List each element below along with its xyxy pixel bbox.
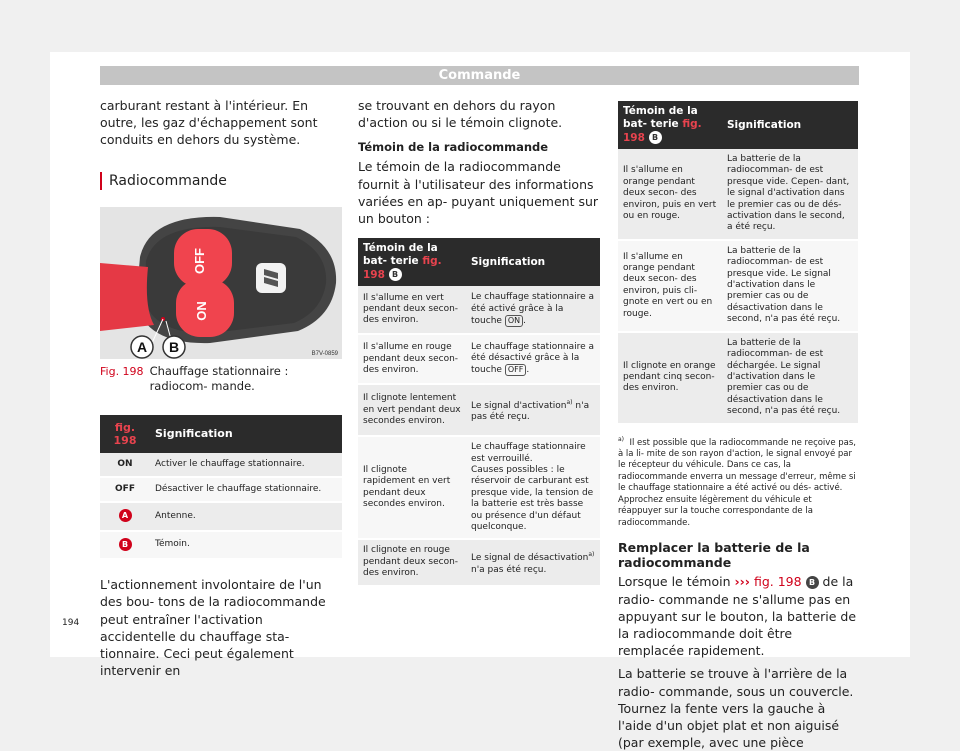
cell-meaning: Le chauffage stationnaire a été désactivé grâce à la touche OFF . bbox=[466, 334, 600, 384]
temoin-table-2 bbox=[618, 101, 858, 425]
key-on: ON bbox=[505, 315, 523, 327]
fig-ref: fig. 198 bbox=[363, 255, 442, 282]
cell-indicator: Il s'allume en orange pendant deux secon- des environ, puis en vert ou en rouge. bbox=[618, 149, 722, 240]
section-header: Commande bbox=[100, 66, 859, 85]
cell-indicator: Il clignote lentement en vert pendant deux secondes environ. bbox=[358, 384, 466, 436]
battery-paragraph-2: La batterie se trouve à l'arrière de la radio- commande, sous un couvercle. Tournez la fente vers la gauche à l'aide d'un objet plat et non aiguisé (par exemple, avec une pièce bbox=[618, 666, 854, 751]
table-row bbox=[100, 477, 342, 502]
column-middle bbox=[358, 97, 600, 587]
cell-meaning: La batterie de la radiocomman- de est déchargée. Le signal d'activation dans le premier cas ou de désactivation dans le second, n'a pas été reçu. bbox=[722, 332, 858, 424]
table-row bbox=[358, 539, 600, 585]
circle-b: B bbox=[389, 268, 402, 281]
arrows: ››› bbox=[734, 574, 750, 590]
circle-b: B bbox=[806, 576, 819, 589]
legend-header-fig: fig. 198 bbox=[100, 415, 150, 453]
temoin-paragraph: Le témoin de la radiocommande fournit à l'utilisateur des informations variées en ap- puyant uniquement sur un bouton : bbox=[358, 159, 599, 227]
caption-number: Fig. 198 bbox=[100, 364, 144, 378]
legend-value: Activer le chauffage stationnaire. bbox=[150, 453, 342, 477]
cell-meaning: Le chauffage stationnaire a été activé grâce à la touche ON . bbox=[466, 286, 600, 334]
caption-text: Chauffage stationnaire : radiocom- mande. bbox=[149, 363, 289, 393]
off-label: OFF bbox=[192, 247, 207, 274]
cell-indicator: Il s'allume en orange pendant deux secon- des environ, puis cli- gnote en vert ou en rouge. bbox=[618, 240, 722, 332]
table-row bbox=[618, 332, 858, 424]
legend-value: Témoin. bbox=[150, 531, 342, 559]
key-off: OFF bbox=[505, 364, 527, 376]
battery-paragraph-1: Lorsque le témoin ››› fig. 198 B de la radio- commande ne s'allume pas en appuyant sur le bouton, la batterie de la radiocommande doit être remplacée rapidement. bbox=[618, 574, 857, 659]
cell-indicator: Il clignote en rouge pendant deux secon- des environ. bbox=[358, 539, 466, 585]
footnote-ref: a) bbox=[588, 551, 595, 559]
legend-key-b: B bbox=[119, 538, 132, 551]
fig-ref: fig. 198 bbox=[753, 574, 802, 590]
subheading-temoin: Témoin de la radiocommande bbox=[358, 140, 549, 155]
figure-label-a: A bbox=[136, 338, 148, 355]
table-header-temoin: Témoin de la bat- terie fig. 198 B bbox=[358, 238, 466, 286]
circle-b: B bbox=[649, 131, 662, 144]
legend-header-signification: Signification bbox=[150, 415, 342, 453]
figure-label-b: B bbox=[168, 338, 180, 355]
cell-meaning: Le chauffage stationnaire est verrouillé. Causes possibles : le réservoir de carburant est presque vide, la tension de la batterie est très basse ou présence d'un défaut quelconque. bbox=[466, 436, 600, 539]
table-row bbox=[618, 149, 858, 240]
outro-text: L'actionnement involontaire de l'un des bou- tons de la radiocommande peut entraîner l'activation accidentelle du chauffage sta- tionnaire. Ceci peut également intervenir en bbox=[100, 577, 326, 679]
page-number: 194 bbox=[62, 618, 80, 628]
remote-illustration bbox=[100, 207, 342, 359]
column-left bbox=[100, 97, 342, 679]
legend-table bbox=[100, 415, 342, 561]
figure-ref-code: B7V-0859 bbox=[311, 350, 338, 357]
cell-indicator: Il s'allume en vert pendant deux secon- des environ. bbox=[358, 286, 466, 334]
legend-key-off: OFF bbox=[100, 477, 150, 502]
page bbox=[50, 52, 910, 751]
table-row bbox=[358, 334, 600, 384]
table-header-temoin: Témoin de la bat- terie fig. 198 B bbox=[618, 101, 722, 149]
fig-ref: fig. 198 bbox=[623, 118, 702, 144]
cell-meaning: La batterie de la radiocomman- de est presque vide. Le signal d'activation dans le premier cas ou de désactivation dans le second, n'a pas été reçu. bbox=[722, 240, 858, 332]
legend-value: Antenne. bbox=[150, 502, 342, 530]
on-label: ON bbox=[194, 300, 209, 321]
cell-meaning: Le signal d'activation$^{a)}$ n'a pas été reçu. bbox=[466, 384, 600, 436]
table-row bbox=[618, 240, 858, 332]
table-row bbox=[100, 453, 342, 477]
table-row bbox=[100, 502, 342, 530]
footnote-mark: a) bbox=[618, 435, 625, 443]
figure-caption bbox=[100, 364, 342, 394]
footnote: $^{a)}$ Il est possible que la radiocommande ne reçoive pas, à la li- mite de son rayon d'action, le signal envoyé par le récepteur du véhicule. Dans ce cas, la radiocommande enverra un message d'erreur, même si le chauffage stationnaire a été activé ou dés- activé. Approchez ensuite légèrement du véhicule et réappuyer sur la touche correspondante de la radiocommande. bbox=[618, 435, 856, 528]
table-row bbox=[100, 531, 342, 559]
temoin-table-1 bbox=[358, 238, 600, 586]
table-header-signification: Signification bbox=[722, 101, 858, 149]
intro-text-2: se trouvant en dehors du rayon d'action ou si le témoin clignote. bbox=[358, 98, 563, 131]
intro-text: carburant restant à l'intérieur. En outre, les gaz d'échappement sont conduits en dehors du système. bbox=[100, 98, 318, 148]
cell-meaning: La batterie de la radiocomman- de est presque vide. Cepen- dant, le signal d'activation dans le premier cas ou de dés- activation dans le second, a été reçu. bbox=[722, 149, 858, 240]
cell-indicator: Il clignote rapidement en vert pendant deux secondes environ. bbox=[358, 436, 466, 539]
cell-meaning: Le signal de désactivation$^{a)}$ n'a pas été reçu. bbox=[466, 539, 600, 585]
legend-key-a: A bbox=[119, 509, 132, 522]
table-header-signification: Signification bbox=[466, 238, 600, 286]
table-row bbox=[358, 286, 600, 334]
figure-remote bbox=[100, 207, 342, 359]
cell-indicator: Il clignote en orange pendant cinq secon- des environ. bbox=[618, 332, 722, 424]
column-right bbox=[618, 101, 858, 751]
footnote-ref: a) bbox=[566, 398, 573, 406]
table-row bbox=[358, 384, 600, 436]
cell-indicator: Il s'allume en rouge pendant deux secon- des environ. bbox=[358, 334, 466, 384]
table-row bbox=[358, 436, 600, 539]
legend-key-on: ON bbox=[100, 453, 150, 477]
subheading-batterie: Remplacer la batterie de la radiocommande bbox=[618, 540, 810, 571]
heading-radiocommande: Radiocommande bbox=[100, 172, 342, 190]
legend-value: Désactiver le chauffage stationnaire. bbox=[150, 477, 342, 502]
